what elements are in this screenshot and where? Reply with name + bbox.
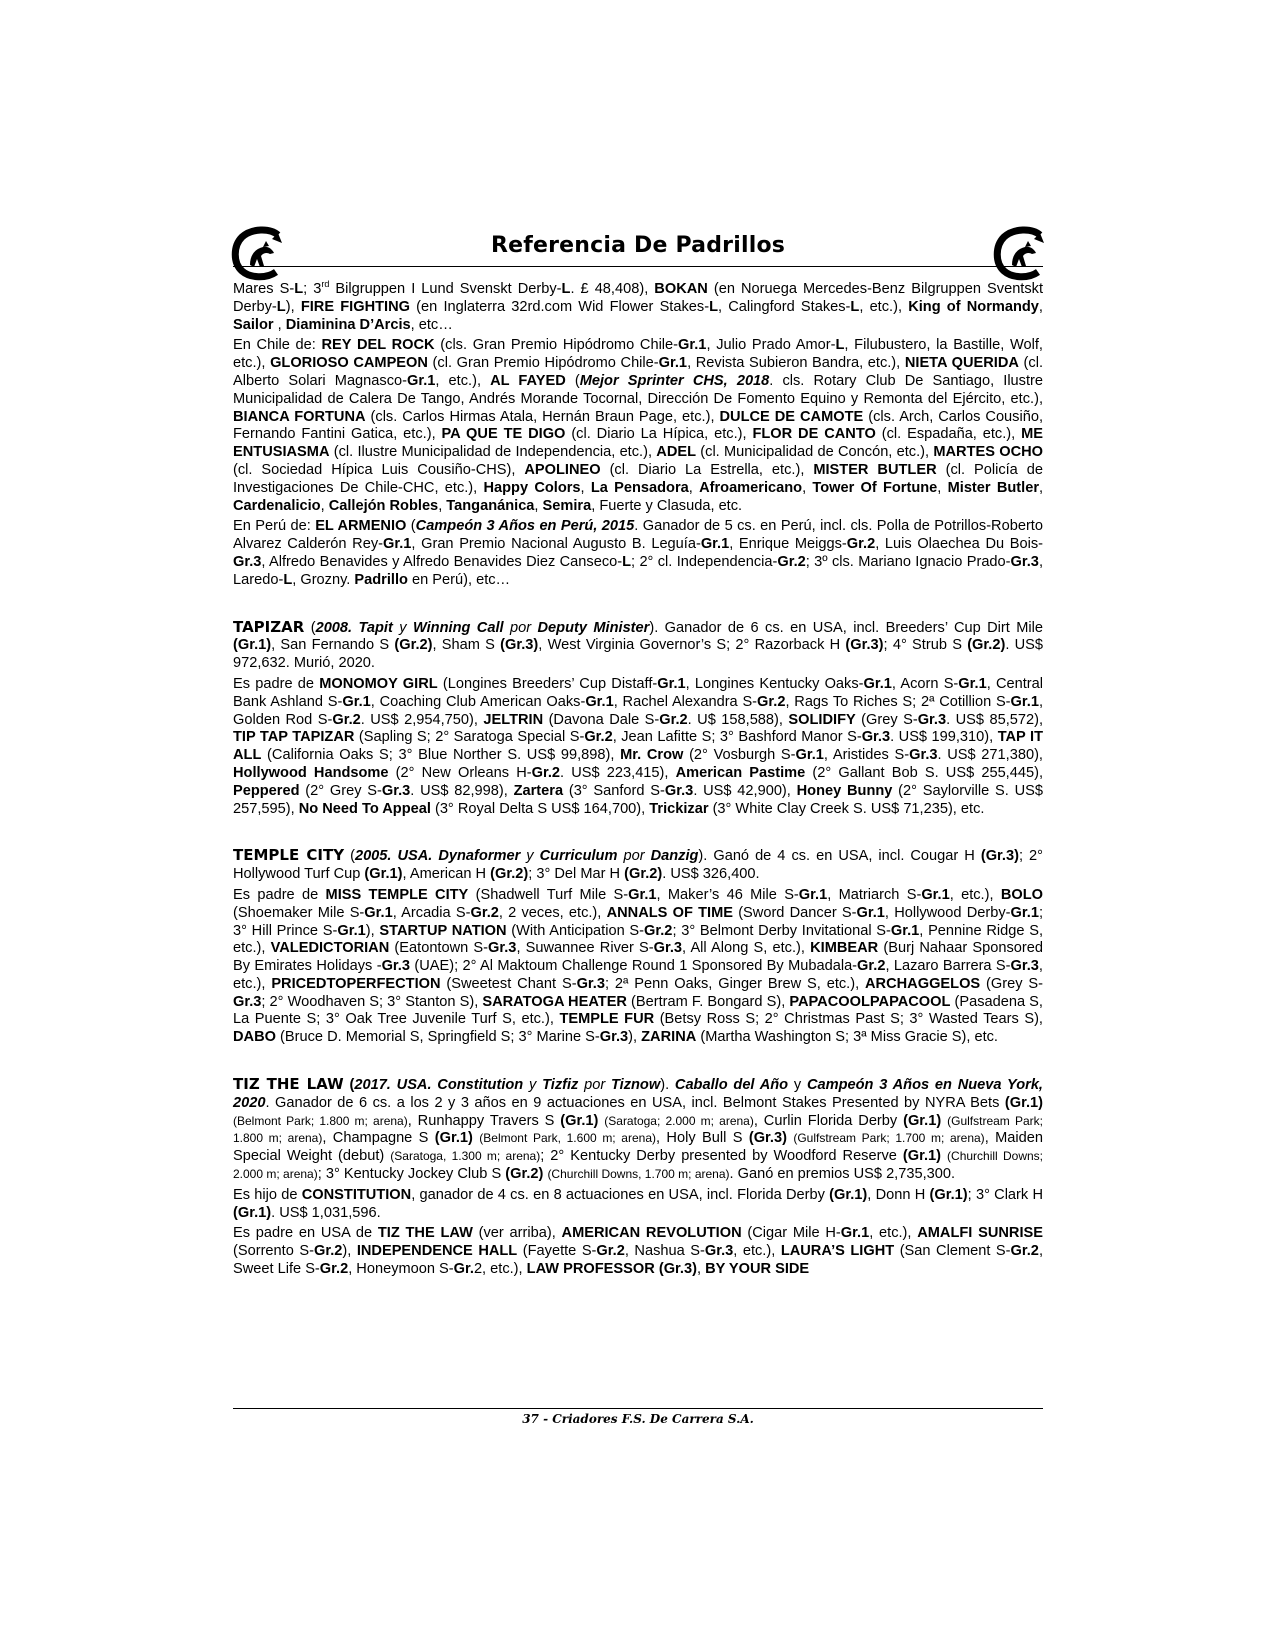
body-paragraph: Es hijo de CONSTITUTION, ganador de 4 cs. en 8 actuaciones en USA, incl. Florida Derby (Gr.1), Donn H (Gr.1); 3° Clark H (Gr.1). US$ 1,031,596.: [233, 1186, 1044, 1221]
header-rule: [233, 266, 1043, 267]
body-paragraph: TAPIZAR (2008. Tapit y Winning Call por Deputy Minister). Ganador de 6 cs. en USA, incl. Breeders’ Cup Dirt Mile (Gr.1), San Fernando S (Gr.2), Sham S (Gr.3), West Virginia Governor’s S; 2° Razorback H (Gr.3); 4° Strub S (Gr.2). US$ 972,632. Murió, 2020.: [233, 617, 1044, 672]
page-footer: 37 - Criadores F.S. De Carrera S.A.: [522, 1412, 754, 1426]
body-paragraph: TIZ THE LAW (2017. USA. Constitution y Tizfiz por Tiznow). Caballo del Año y Campeón 3 Años en Nueva York, 2020. Ganador de 6 cs. a los 2 y 3 años en 9 actuaciones en USA, incl. Belmont Stakes Presented by NYRA Bets (Gr.1) (Belmont Park; 1.800 m; arena), Runhappy Travers S (Gr.1) (Saratoga; 2.000 m; arena), Curlin Florida Derby (Gr.1) (Gulfstream Park; 1.800 m; arena), Champagne S (Gr.1) (Belmont Park, 1.600 m; arena), Holy Bull S (Gr.3) (Gulfstream Park; 1.700 m; arena), Maiden Special Weight (debut) (Saratoga, 1.300 m; arena); 2° Kentucky Derby presented by Woodford Reserve (Gr.1) (Churchill Downs; 2.000 m; arena); 3° Kentucky Jockey Club S (Gr.2) (Churchill Downs, 1.700 m; arena). Ganó en premios US$ 2,735,300.: [233, 1075, 1044, 1183]
body-paragraph: Es padre de MISS TEMPLE CITY (Shadwell Turf Mile S-Gr.1, Maker’s 46 Mile S-Gr.1, Matriarch S-Gr.1, etc.), BOLO (Shoemaker Mile S-Gr.1, Arcadia S-Gr.2, 2 veces, etc.), ANNALS OF TIME (Sword Dancer S-Gr.1, Hollywood Derby-Gr.1; 3° Hill Prince S-Gr.1), STARTUP NATION (With Anticipation S-Gr.2; 3° Belmont Derby Invitational S-Gr.1, Pennine Ridge S, etc.), VALEDICTORIAN (Eatontown S-Gr.3, Suwannee River S-Gr.3, All Along S, etc.), KIMBEAR (Burj Nahaar Sponsored By Emirates Holidays -Gr.3 (UAE); 2° Al Maktoum Challenge Round 1 Sponsored By Mubadala-Gr.2, Lazaro Barrera S-Gr.3, etc.), PRICEDTOPERFECTION (Sweetest Chant S-Gr.3; 2ª Penn Oaks, Ginger Brew S, etc.), ARCHAGGELOS (Grey S-Gr.3; 2° Woodhaven S; 3° Stanton S), SARATOGA HEATER (Bertram F. Bongard S), PAPACOOLPAPACOOL (Pasadena S, La Puente S; 3° Oak Tree Juvenile Turf S, etc.), TEMPLE FUR (Betsy Ross S; 2° Christmas Past S; 3° Wasted Tears S), DABO (Bruce D. Memorial S, Springfield S; 3° Marine S-Gr.3), ZARINA (Martha Washington S; 3ª Miss Gracie S), etc.: [233, 886, 1044, 1046]
footer-rule: [233, 1408, 1043, 1409]
horse-logo-icon: [992, 225, 1048, 281]
body-paragraph: En Perú de: EL ARMENIO (Campeón 3 Años en Perú, 2015. Ganador de 5 cs. en Perú, incl. cls. Polla de Potrillos-Roberto Alvarez Calderón Rey-Gr.1, Gran Premio Nacional Augusto B. Leguía-Gr.1, Enrique Meiggs-Gr.2, Luis Olaechea Du Bois-Gr.3, Alfredo Benavides y Alfredo Benavides Diez Canseco-L; 2° cl. Independencia-Gr.2; 3º cls. Mariano Ignacio Prado-Gr.3, Laredo-L, Grozny. Padrillo en Perú), etc…: [233, 518, 1043, 588]
section-gap: [233, 1050, 1043, 1076]
section-gap: [233, 593, 1043, 619]
body-paragraph: Es padre en USA de TIZ THE LAW (ver arriba), AMERICAN REVOLUTION (Cigar Mile H-Gr.1, etc.), AMALFI SUNRISE (Sorrento S-Gr.2), INDEPENDENCE HALL (Fayette S-Gr.2, Nashua S-Gr.3, etc.), LAURA’S LIGHT (San Clement S-Gr.2, Sweet Life S-Gr.2, Honeymoon S-Gr.2, etc.), LAW PROFESSOR (Gr.3), BY YOUR SIDE: [233, 1225, 1043, 1278]
body-paragraph: TEMPLE CITY (2005. USA. Dynaformer y Curriculum por Danzig). Ganó de 4 cs. en USA, incl. Cougar H (Gr.3); 2° Hollywood Turf Cup (Gr.1), American H (Gr.2); 3° Del Mar H (Gr.2). US$ 326,400.: [233, 846, 1043, 883]
document-body: [233, 281, 1043, 1282]
page: [233, 225, 1044, 1278]
body-paragraph: Mares S-L; 3rd Bilgruppen I Lund Svenskt Derby-L. £ 48,408), BOKAN (en Noruega Mercedes-Benz Bilgruppen Sventskt Derby-L), FIRE FIGHTING (en Inglaterra 32rd.com Wid Flower Stakes-L, Calingford Stakes-L, etc.), King of Normandy, Sailor , Diaminina D’Arcis, etc…: [233, 279, 1044, 333]
page-title: Referencia De Padrillos: [490, 233, 786, 258]
section-gap: [233, 821, 1043, 847]
page-header: [233, 225, 1043, 281]
body-paragraph: Es padre de MONOMOY GIRL (Longines Breeders’ Cup Distaff-Gr.1, Longines Kentucky Oaks-Gr.1, Acorn S-Gr.1, Central Bank Ashland S-Gr.1, Coaching Club American Oaks-Gr.1, Rachel Alexandra S-Gr.2, Rags To Riches S; 2ª Cotillion S-Gr.1, Golden Rod S-Gr.2. US$ 2,954,750), JELTRIN (Davona Dale S-Gr.2. U$ 158,588), SOLIDIFY (Grey S-Gr.3. US$ 85,572), TIP TAP TAPIZAR (Sapling S; 2° Saratoga Special S-Gr.2, Jean Lafitte S; 3° Bashford Manor S-Gr.3. US$ 199,310), TAP IT ALL (California Oaks S; 3° Blue Norther S. US$ 99,898), Mr. Crow (2° Vosburgh S-Gr.1, Aristides S-Gr.3. US$ 271,380), Hollywood Handsome (2° New Orleans H-Gr.2. US$ 223,415), American Pastime (2° Gallant Bob S. US$ 255,445), Peppered (2° Grey S-Gr.3. US$ 82,998), Zartera (3° Sanford S-Gr.3. US$ 42,900), Honey Bunny (2° Saylorville S. US$ 257,595), No Need To Appeal (3° Royal Delta S US$ 164,700), Trickizar (3° White Clay Creek S. US$ 71,235), etc.: [233, 675, 1044, 817]
body-paragraph: En Chile de: REY DEL ROCK (cls. Gran Premio Hipódromo Chile-Gr.1, Julio Prado Amor-L, Filubustero, la Bastille, Wolf, etc.), GLORIOSO CAMPEON (cl. Gran Premio Hipódromo Chile-Gr.1, Revista Subieron Bandra, etc.), NIETA QUERIDA (cl. Alberto Solari Magnasco-Gr.1, etc.), AL FAYED (Mejor Sprinter CHS, 2018. cls. Rotary Club De Santiago, Ilustre Municipalidad de Calera De Tango, Andrés Morande Tocornal, Dirección De Fomento Equino y Remonta del Ejército, etc.), BIANCA FORTUNA (cls. Carlos Hirmas Atala, Hernán Braun Page, etc.), DULCE DE CAMOTE (cls. Arch, Carlos Cousiño, Fernando Fantini Gatica, etc.), PA QUE TE DIGO (cl. Diario La Hípica, etc.), FLOR DE CANTO (cl. Espadaña, etc.), ME ENTUSIASMA (cl. Ilustre Municipalidad de Independencia, etc.), ADEL (cl. Municipalidad de Concón, etc.), MARTES OCHO (cl. Sociedad Hípica Luis Cousiño-CHS), APOLINEO (cl. Diario La Estrella, etc.), MISTER BUTLER (cl. Policía de Investigaciones De Chile-CHC, etc.), Happy Colors, La Pensadora, Afroamericano, Tower Of Fortune, Mister Butler, Cardenalicio, Callejón Robles, Tanganánica, Semira, Fuerte y Clasuda, etc.: [233, 337, 1044, 514]
